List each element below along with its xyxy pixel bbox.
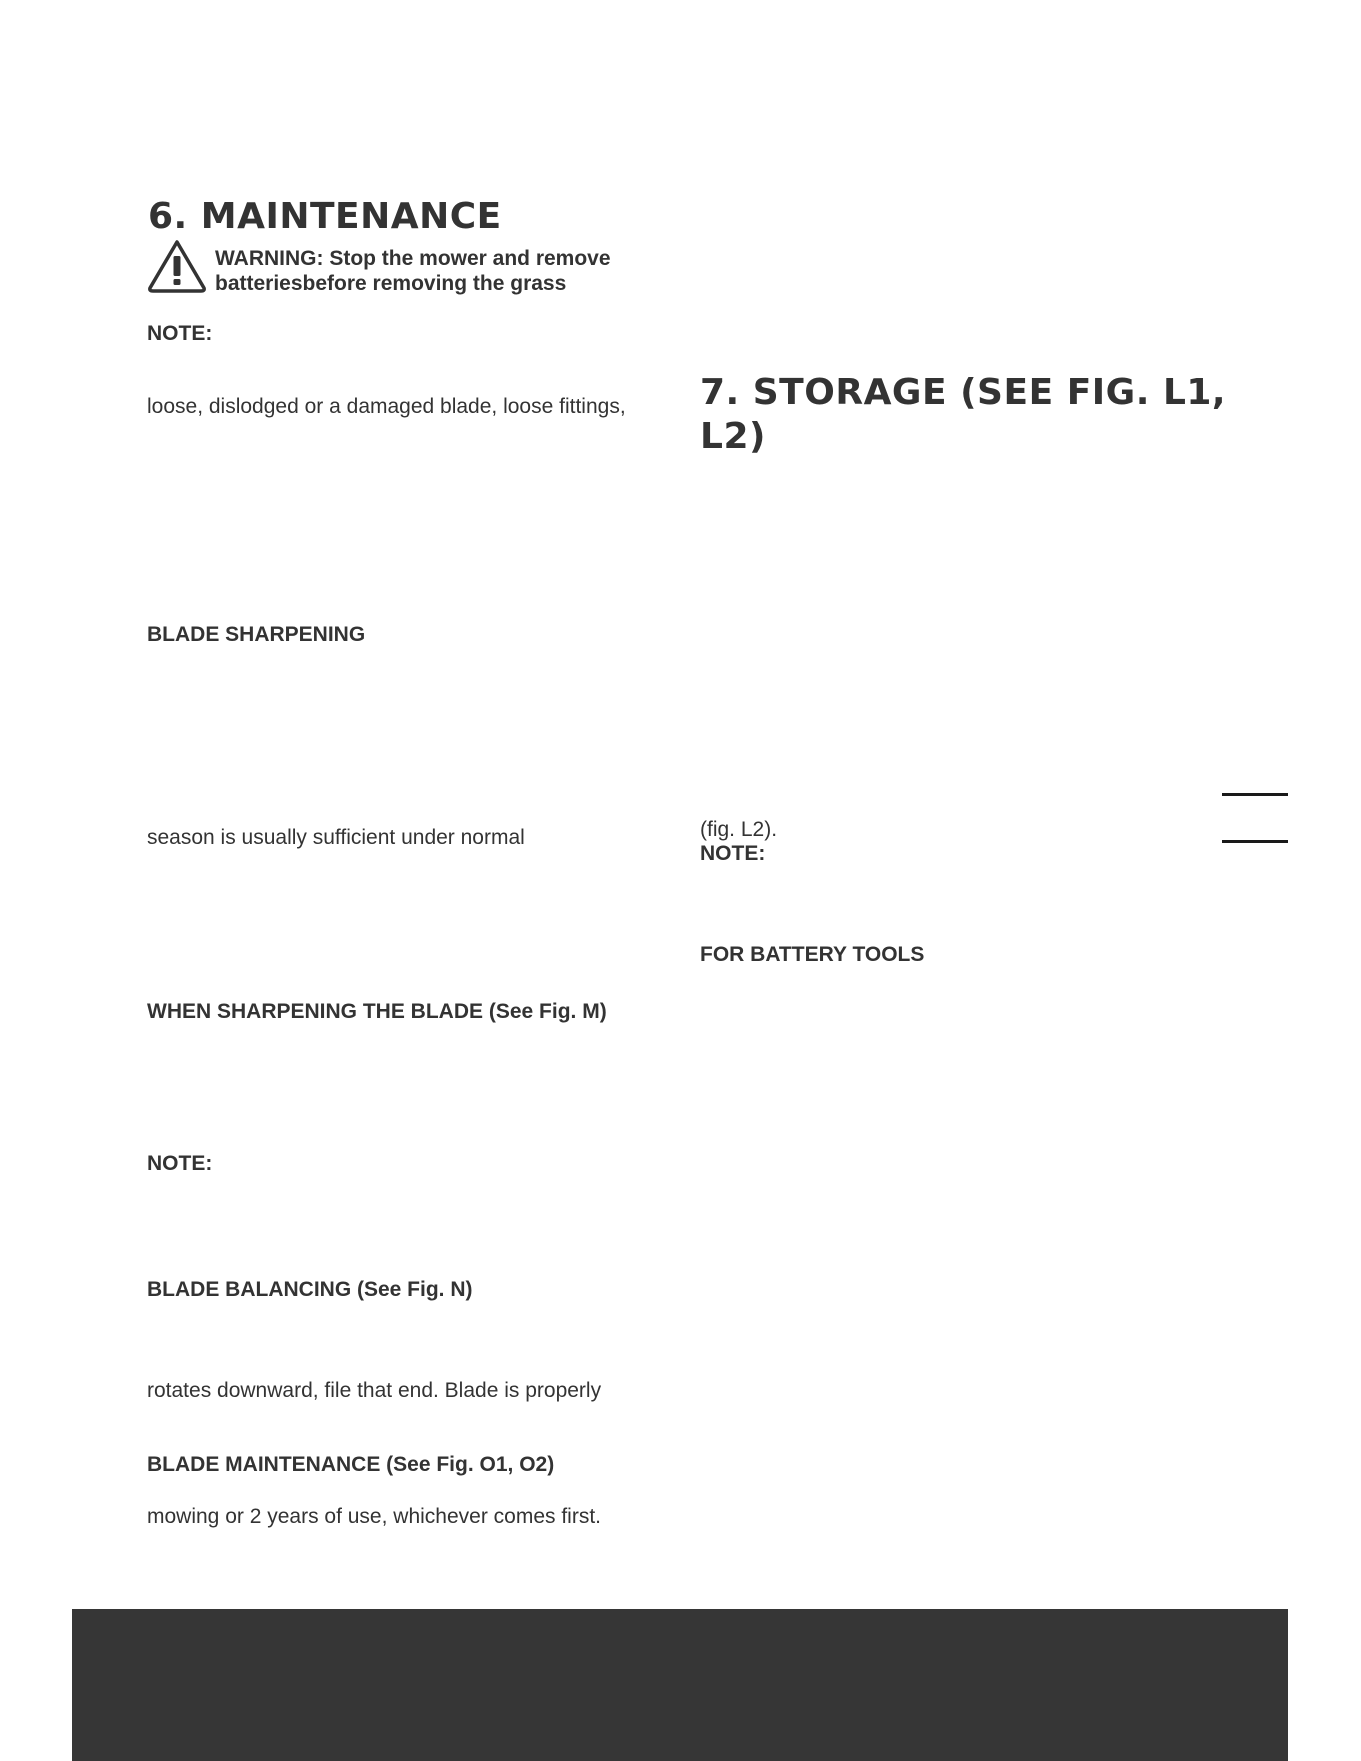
warning-triangle-icon (146, 238, 208, 294)
margin-rule (1222, 793, 1288, 796)
note-label: NOTE: (700, 842, 766, 865)
footer-band (72, 1609, 1288, 1761)
body-text-loose: loose, dislodged or a damaged blade, loose fittings, (147, 395, 626, 418)
note-label: NOTE: (147, 322, 213, 345)
body-text-fig-l2: (fig. L2). (700, 818, 778, 841)
body-text-season: season is usually sufficient under normal (147, 826, 525, 849)
note-label: NOTE: (147, 1152, 213, 1175)
warning-text-line2: batteriesbefore removing the grass (215, 272, 567, 295)
section-title-storage-line2: L2) (700, 416, 766, 457)
body-text-rotates: rotates downward, file that end. Blade is properly (147, 1379, 602, 1402)
section-title-storage-line1: 7. STORAGE (SEE FIG. L1, (700, 372, 1227, 413)
warning-text-line1: WARNING: Stop the mower and remove (215, 247, 611, 270)
heading-blade-balancing: BLADE BALANCING (See Fig. N) (147, 1278, 473, 1301)
margin-rule (1222, 840, 1288, 843)
heading-blade-sharpening: BLADE SHARPENING (147, 623, 366, 646)
heading-when-sharpening: WHEN SHARPENING THE BLADE (See Fig. M) (147, 1000, 607, 1023)
heading-blade-maintenance: BLADE MAINTENANCE (See Fig. O1, O2) (147, 1453, 555, 1476)
heading-battery-tools: FOR BATTERY TOOLS (700, 943, 925, 966)
section-title-maintenance: 6. MAINTENANCE (148, 196, 502, 237)
body-text-mowing: mowing or 2 years of use, whichever comes first. (147, 1505, 602, 1528)
